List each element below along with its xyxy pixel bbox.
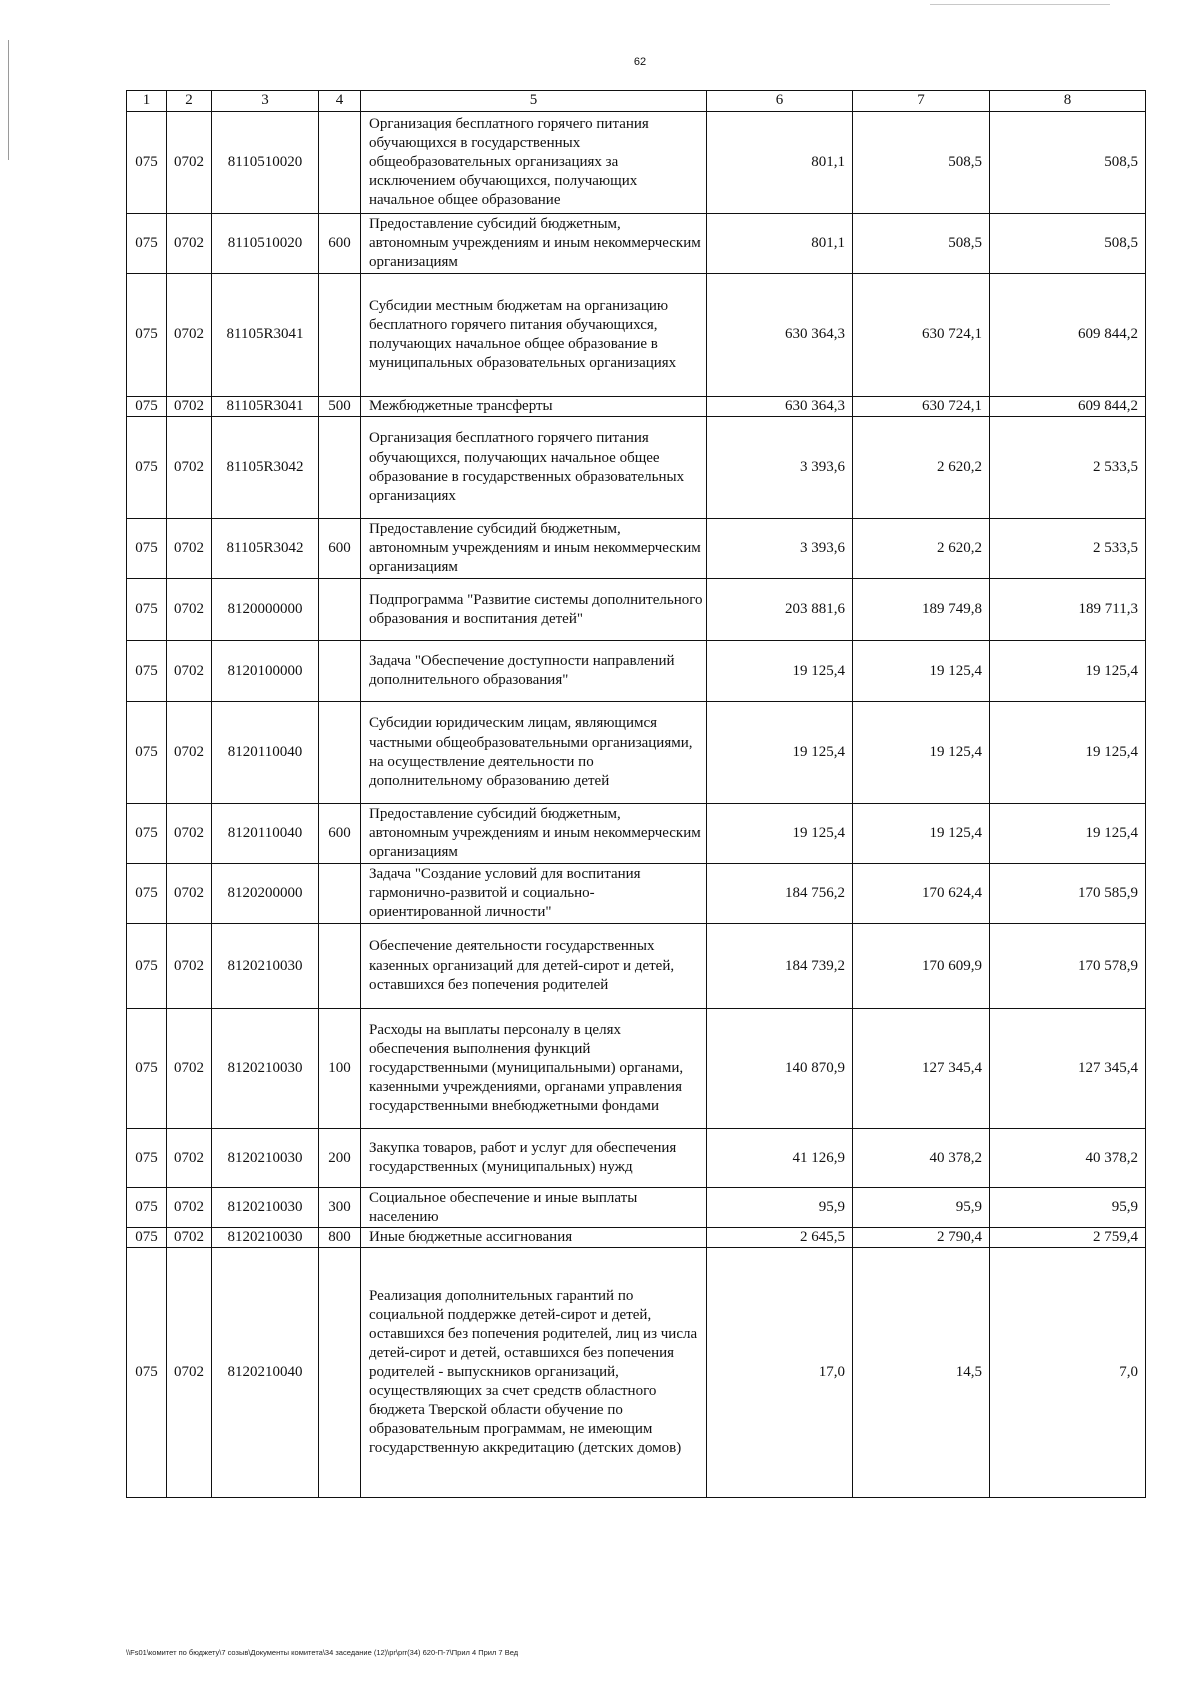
cell-admin-code: 075 [127, 417, 167, 519]
cell-target-article: 8120000000 [212, 579, 319, 641]
cell-target-article: 8120210030 [212, 1129, 319, 1188]
cell-amount-year2: 19 125,4 [853, 702, 990, 804]
cell-section-code: 0702 [167, 1228, 212, 1248]
cell-amount-year1: 19 125,4 [707, 641, 853, 702]
cell-target-article: 8110510020 [212, 112, 319, 214]
cell-description: Предоставление субсидий бюджетным, автономным учреждениям и иным некоммерческим организациям [361, 519, 707, 579]
cell-amount-year2: 40 378,2 [853, 1129, 990, 1188]
cell-description: Предоставление субсидий бюджетным, автономным учреждениям и иным некоммерческим организациям [361, 214, 707, 274]
cell-description: Задача "Обеспечение доступности направлений дополнительного образования" [361, 641, 707, 702]
cell-section-code: 0702 [167, 519, 212, 579]
cell-amount-year1: 41 126,9 [707, 1129, 853, 1188]
cell-admin-code: 075 [127, 641, 167, 702]
cell-amount-year3: 609 844,2 [990, 397, 1146, 417]
cell-expense-type [319, 864, 361, 924]
table-row [127, 1248, 1146, 1498]
cell-target-article: 8120100000 [212, 641, 319, 702]
table-row [127, 274, 1146, 397]
cell-amount-year1: 3 393,6 [707, 519, 853, 579]
column-header: 4 [319, 91, 361, 112]
cell-admin-code: 075 [127, 804, 167, 864]
cell-admin-code: 075 [127, 1228, 167, 1248]
cell-target-article: 8120110040 [212, 804, 319, 864]
cell-expense-type: 500 [319, 397, 361, 417]
cell-section-code: 0702 [167, 924, 212, 1009]
cell-amount-year3: 40 378,2 [990, 1129, 1146, 1188]
cell-expense-type [319, 274, 361, 397]
cell-description: Подпрограмма "Развитие системы дополнительного образования и воспитания детей" [361, 579, 707, 641]
cell-description: Субсидии местным бюджетам на организацию бесплатного горячего питания обучающихся, получающих начальное общее образование в муниципальных образовательных организациях [361, 274, 707, 397]
table-row [127, 1228, 1146, 1248]
cell-description: Реализация дополнительных гарантий по социальной поддержке детей-сирот и детей, оставшихся без попечения родителей, лиц из числа детей-сирот и детей, оставшихся без попечения родителей - выпускников организаций, осуществляющих за счет средств областного бюджета Тверской области обучение по образовательным программам, не имеющим государственную аккредитацию (детских домов) [361, 1248, 707, 1498]
cell-expense-type [319, 417, 361, 519]
cell-amount-year3: 170 578,9 [990, 924, 1146, 1009]
scan-artifact-left [8, 40, 9, 160]
table-row [127, 519, 1146, 579]
cell-admin-code: 075 [127, 112, 167, 214]
cell-target-article: 8120210040 [212, 1248, 319, 1498]
cell-section-code: 0702 [167, 274, 212, 397]
cell-target-article: 8120210030 [212, 1009, 319, 1129]
cell-amount-year2: 2 620,2 [853, 519, 990, 579]
cell-expense-type [319, 112, 361, 214]
cell-amount-year3: 189 711,3 [990, 579, 1146, 641]
cell-description: Организация бесплатного горячего питания обучающихся в государственных общеобразовательных организациях за исключением обучающихся, получающих начальное общее образование [361, 112, 707, 214]
table-row [127, 864, 1146, 924]
table-row [127, 1009, 1146, 1129]
header-row [127, 91, 1146, 112]
cell-amount-year1: 184 739,2 [707, 924, 853, 1009]
cell-amount-year2: 19 125,4 [853, 641, 990, 702]
scan-artifact-top-right [930, 4, 1110, 5]
table-row [127, 1188, 1146, 1228]
cell-expense-type: 600 [319, 519, 361, 579]
cell-description: Расходы на выплаты персоналу в целях обеспечения выполнения функций государственными (муниципальными) органами, казенными учреждениями, органами управления государственными внебюджетными фондами [361, 1009, 707, 1129]
table-row [127, 641, 1146, 702]
cell-admin-code: 075 [127, 274, 167, 397]
cell-amount-year3: 2 759,4 [990, 1228, 1146, 1248]
cell-target-article: 81105R3041 [212, 397, 319, 417]
cell-amount-year3: 2 533,5 [990, 417, 1146, 519]
cell-expense-type: 600 [319, 214, 361, 274]
cell-amount-year2: 2 790,4 [853, 1228, 990, 1248]
cell-admin-code: 075 [127, 397, 167, 417]
cell-amount-year1: 630 364,3 [707, 274, 853, 397]
footer-file-path: \\Fs01\комитет по бюджету\7 созыв\Документы комитета\34 заседание (12)\pr\prr(34) 620-П-7\Прил 4 Прил 7 Вед [126, 1648, 519, 1657]
cell-amount-year2: 95,9 [853, 1188, 990, 1228]
cell-amount-year1: 95,9 [707, 1188, 853, 1228]
cell-amount-year1: 801,1 [707, 112, 853, 214]
cell-amount-year1: 17,0 [707, 1248, 853, 1498]
cell-amount-year1: 3 393,6 [707, 417, 853, 519]
cell-target-article: 8120210030 [212, 924, 319, 1009]
cell-amount-year2: 2 620,2 [853, 417, 990, 519]
table-row [127, 924, 1146, 1009]
cell-section-code: 0702 [167, 1248, 212, 1498]
cell-expense-type [319, 641, 361, 702]
cell-target-article: 8120110040 [212, 702, 319, 804]
cell-section-code: 0702 [167, 1009, 212, 1129]
cell-section-code: 0702 [167, 214, 212, 274]
cell-description: Организация бесплатного горячего питания обучающихся, получающих начальное общее образование в государственных образовательных организациях [361, 417, 707, 519]
cell-admin-code: 075 [127, 1248, 167, 1498]
cell-amount-year2: 170 624,4 [853, 864, 990, 924]
cell-target-article: 8120210030 [212, 1228, 319, 1248]
column-header: 2 [167, 91, 212, 112]
cell-admin-code: 075 [127, 864, 167, 924]
cell-expense-type [319, 924, 361, 1009]
cell-amount-year1: 184 756,2 [707, 864, 853, 924]
column-header: 1 [127, 91, 167, 112]
cell-amount-year1: 19 125,4 [707, 702, 853, 804]
cell-admin-code: 075 [127, 1188, 167, 1228]
cell-section-code: 0702 [167, 1129, 212, 1188]
cell-section-code: 0702 [167, 804, 212, 864]
cell-section-code: 0702 [167, 641, 212, 702]
cell-amount-year3: 19 125,4 [990, 804, 1146, 864]
cell-expense-type: 600 [319, 804, 361, 864]
cell-amount-year2: 630 724,1 [853, 397, 990, 417]
column-header: 6 [707, 91, 853, 112]
cell-target-article: 8110510020 [212, 214, 319, 274]
cell-description: Предоставление субсидий бюджетным, автономным учреждениям и иным некоммерческим организациям [361, 804, 707, 864]
cell-amount-year3: 2 533,5 [990, 519, 1146, 579]
cell-amount-year1: 140 870,9 [707, 1009, 853, 1129]
cell-description: Обеспечение деятельности государственных казенных организаций для детей-сирот и детей, оставшихся без попечения родителей [361, 924, 707, 1009]
cell-admin-code: 075 [127, 1009, 167, 1129]
cell-target-article: 81105R3042 [212, 519, 319, 579]
column-header: 7 [853, 91, 990, 112]
cell-description: Социальное обеспечение и иные выплаты населению [361, 1188, 707, 1228]
cell-admin-code: 075 [127, 214, 167, 274]
column-header: 5 [361, 91, 707, 112]
table-row [127, 804, 1146, 864]
table-row [127, 1129, 1146, 1188]
cell-amount-year3: 170 585,9 [990, 864, 1146, 924]
cell-amount-year3: 7,0 [990, 1248, 1146, 1498]
cell-expense-type: 800 [319, 1228, 361, 1248]
cell-target-article: 81105R3042 [212, 417, 319, 519]
column-header: 3 [212, 91, 319, 112]
column-header: 8 [990, 91, 1146, 112]
cell-description: Субсидии юридическим лицам, являющимся частными общеобразовательными организациями, на осуществление деятельности по дополнительному образованию детей [361, 702, 707, 804]
cell-section-code: 0702 [167, 112, 212, 214]
cell-section-code: 0702 [167, 864, 212, 924]
cell-section-code: 0702 [167, 397, 212, 417]
cell-amount-year3: 508,5 [990, 112, 1146, 214]
cell-expense-type [319, 579, 361, 641]
cell-expense-type [319, 702, 361, 804]
cell-amount-year1: 2 645,5 [707, 1228, 853, 1248]
cell-description: Межбюджетные трансферты [361, 397, 707, 417]
cell-target-article: 8120210030 [212, 1188, 319, 1228]
page-number: 62 [633, 56, 647, 68]
cell-expense-type: 300 [319, 1188, 361, 1228]
cell-admin-code: 075 [127, 519, 167, 579]
cell-amount-year2: 508,5 [853, 214, 990, 274]
cell-amount-year3: 609 844,2 [990, 274, 1146, 397]
cell-target-article: 8120200000 [212, 864, 319, 924]
cell-section-code: 0702 [167, 579, 212, 641]
table-row [127, 417, 1146, 519]
cell-amount-year2: 630 724,1 [853, 274, 990, 397]
cell-expense-type: 100 [319, 1009, 361, 1129]
cell-amount-year1: 203 881,6 [707, 579, 853, 641]
cell-section-code: 0702 [167, 702, 212, 804]
cell-description: Задача "Создание условий для воспитания гармонично-развитой и социально-ориентированной личности" [361, 864, 707, 924]
cell-amount-year2: 508,5 [853, 112, 990, 214]
cell-amount-year2: 14,5 [853, 1248, 990, 1498]
budget-table [126, 90, 1146, 1498]
table-row [127, 702, 1146, 804]
cell-amount-year2: 127 345,4 [853, 1009, 990, 1129]
cell-admin-code: 075 [127, 924, 167, 1009]
cell-section-code: 0702 [167, 417, 212, 519]
cell-amount-year2: 189 749,8 [853, 579, 990, 641]
cell-amount-year3: 19 125,4 [990, 702, 1146, 804]
cell-amount-year1: 801,1 [707, 214, 853, 274]
table-row [127, 112, 1146, 214]
table-row [127, 397, 1146, 417]
cell-description: Закупка товаров, работ и услуг для обеспечения государственных (муниципальных) нужд [361, 1129, 707, 1188]
cell-amount-year3: 127 345,4 [990, 1009, 1146, 1129]
cell-amount-year1: 19 125,4 [707, 804, 853, 864]
cell-admin-code: 075 [127, 579, 167, 641]
cell-amount-year3: 95,9 [990, 1188, 1146, 1228]
table-row [127, 579, 1146, 641]
cell-target-article: 81105R3041 [212, 274, 319, 397]
cell-amount-year3: 19 125,4 [990, 641, 1146, 702]
cell-admin-code: 075 [127, 1129, 167, 1188]
table-row [127, 214, 1146, 274]
cell-amount-year3: 508,5 [990, 214, 1146, 274]
cell-amount-year1: 630 364,3 [707, 397, 853, 417]
cell-admin-code: 075 [127, 702, 167, 804]
cell-amount-year2: 170 609,9 [853, 924, 990, 1009]
cell-expense-type: 200 [319, 1129, 361, 1188]
cell-section-code: 0702 [167, 1188, 212, 1228]
cell-description: Иные бюджетные ассигнования [361, 1228, 707, 1248]
cell-amount-year2: 19 125,4 [853, 804, 990, 864]
cell-expense-type [319, 1248, 361, 1498]
